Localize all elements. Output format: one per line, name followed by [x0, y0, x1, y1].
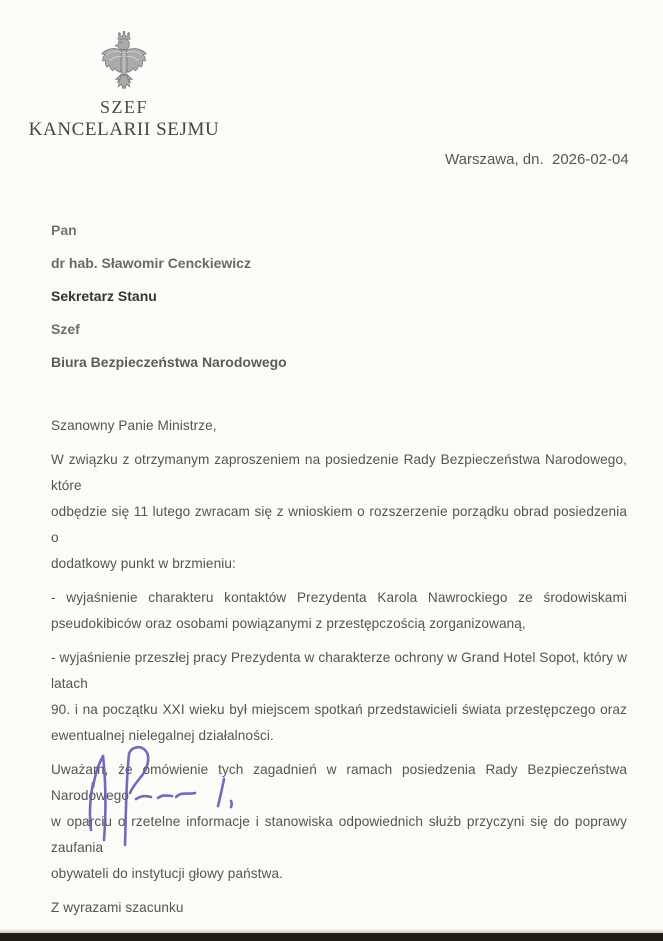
letterhead-title-line1: SZEF — [99, 97, 148, 117]
body-line: dodatkowy punkt w brzmieniu: — [51, 556, 236, 571]
body-line: obywateli do instytucji głowy państwa. — [51, 866, 283, 881]
body-line: 90. i na początku XXI wieku był miejscem spotkań przedstawicieli świata przestępczego oraz — [51, 702, 627, 717]
paragraph-bullet-2 — [51, 637, 627, 749]
recipient-institution: Biura Bezpieczeństwa Narodowego — [51, 354, 287, 370]
letterhead-title-line2: KANCELARII SEJMU — [28, 119, 220, 140]
letterhead — [24, 31, 224, 141]
body-line: odbędzie się 11 lutego zwracam się z wnioskiem o rozszerzenie porządku obrad posiedzenia o — [51, 504, 627, 545]
recipient-title-2: Szef — [51, 321, 80, 337]
recipient-title-1: Sekretarz Stanu — [51, 288, 157, 304]
body-line: pseudokibiców oraz osobami powiązanymi z przestępczością zorganizowaną, — [51, 616, 526, 631]
dateline: Warszawa, dn. 2026-02-04 — [445, 151, 629, 168]
scan-edge-bar — [0, 933, 663, 941]
body-line: Uważam, że omówienie tych zagadnień w ramach posiedzenia Rady Bezpieczeństwa Narodowego — [51, 762, 627, 803]
body-line: ewentualnej nielegalnej działalności. — [51, 728, 274, 743]
recipient-name: dr hab. Sławomir Cenckiewicz — [51, 255, 251, 271]
body-line: - wyjaśnienie przeszłej pracy Prezydenta w charakterze ochrony w Grand Hotel Sopot, który w latach — [51, 650, 627, 691]
paragraph-request — [51, 439, 627, 577]
closing-line: Z wyrazami szacunku — [51, 900, 184, 915]
recipient-block — [51, 214, 287, 379]
recipient-honorific: Pan — [51, 222, 77, 238]
salutation — [51, 413, 627, 439]
body-line: w oparciu o rzetelne informacje i stanowiska odpowiednich służb przyczyni się do poprawy zaufania — [51, 814, 627, 855]
salutation-line: Szanowny Panie Ministrze, — [51, 418, 217, 433]
paragraph-bullet-1 — [51, 577, 627, 637]
handwritten-signature — [66, 741, 276, 853]
polish-eagle-emblem — [98, 31, 150, 93]
body-line: W związku z otrzymanym zaproszeniem na posiedzenie Rady Bezpieczeństwa Narodowego, które — [51, 452, 627, 493]
body-line: - wyjaśnienie charakteru kontaktów Prezydenta Karola Nawrockiego ze środowiskami — [51, 590, 627, 605]
